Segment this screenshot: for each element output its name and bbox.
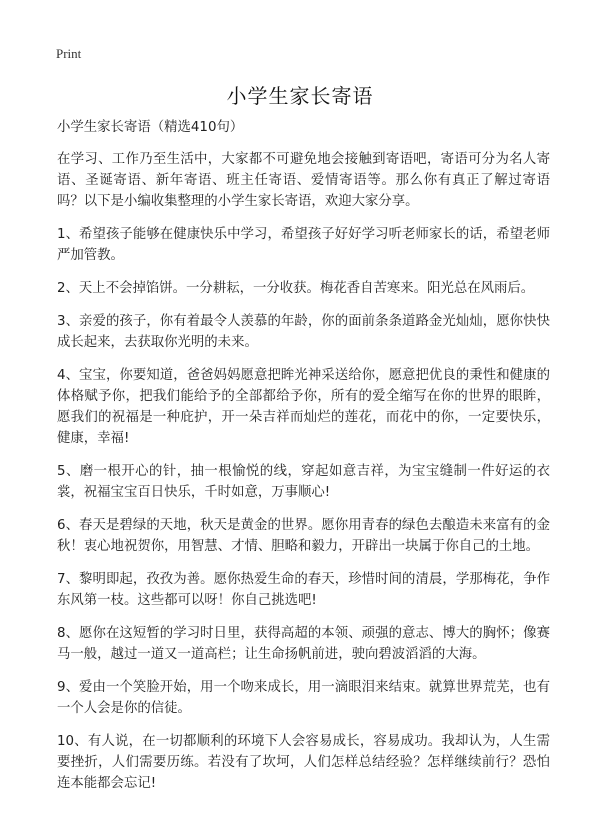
page-title: 小学生家长寄语 (226, 84, 374, 108)
article-body (57, 117, 550, 806)
message-item-4: 4、宝宝，你要知道，爸爸妈妈愿意把眸光神采送给你，愿意把优良的秉性和健康的体格赋予你，把我们能给予的全部都给予你，所有的爱全缩写在你的世界的眼眸，愿我们的祝福是一种庇护，开一朵吉祥而灿烂的莲花，而花中的你，一定要快乐，健康，幸福! (57, 368, 550, 446)
message-item-6: 6、春天是碧绿的天地，秋天是黄金的世界。愿你用青春的绿色去酿造未来富有的金秋！衷心地祝贺你，用智慧、才情、胆略和毅力，开辟出一块属于你自己的土地。 (57, 518, 550, 554)
message-item-5: 5、磨一根开心的针，抽一根愉悦的线，穿起如意吉祥，为宝宝缝制一件好运的衣裳，祝福宝宝百日快乐，千时如意，万事顺心! (57, 464, 550, 500)
message-item-7: 7、黎明即起，孜孜为善。愿你热爱生命的春天，珍惜时间的清晨，学那梅花，争作东风第一枝。这些都可以呀！你自己挑选吧! (57, 572, 550, 608)
article-subtitle: 小学生家长寄语（精选410句） (57, 120, 244, 135)
intro-paragraph: 在学习、工作乃至生活中，大家都不可避免地会接触到寄语吧，寄语可分为名人寄语、圣诞寄语、新年寄语、班主任寄语、爱情寄语等。那么你有真正了解过寄语吗？以下是小编收集整理的小学生家长寄语，欢迎大家分享。 (57, 152, 550, 209)
message-item-8: 8、愿你在这短暂的学习时日里，获得高超的本领、顽强的意志、博大的胸怀；像赛马一般，越过一道又一道高栏；让生命扬帆前进，驶向碧波滔滔的大海。 (57, 626, 550, 662)
message-item-2: 2、天上不会掉馅饼。一分耕耘，一分收获。梅花香自苦寒来。阳光总在风雨后。 (57, 281, 535, 296)
message-item-1: 1、希望孩子能够在健康快乐中学习，希望孩子好好学习听老师家长的话，希望老师严加管教。 (57, 227, 550, 263)
message-item-9: 9、爱由一个笑脸开始，用一个吻来成长，用一滴眼泪来结束。就算世界荒芜，也有一个人会是你的信徒。 (57, 680, 550, 716)
message-item-10: 10、有人说，在一切都顺利的环境下人会容易成长，容易成功。我却认为，人生需要挫折，人们需要历练。若没有了坎坷，人们怎样总结经验？怎样继续前行？恐怕连本能都会忘记! (57, 734, 550, 791)
print-link[interactable]: Print (56, 46, 82, 61)
message-item-3: 3、亲爱的孩子，你有着最令人羡慕的年龄，你的面前条条道路金光灿灿，愿你快快成长起来，去获取你光明的未来。 (57, 314, 550, 350)
